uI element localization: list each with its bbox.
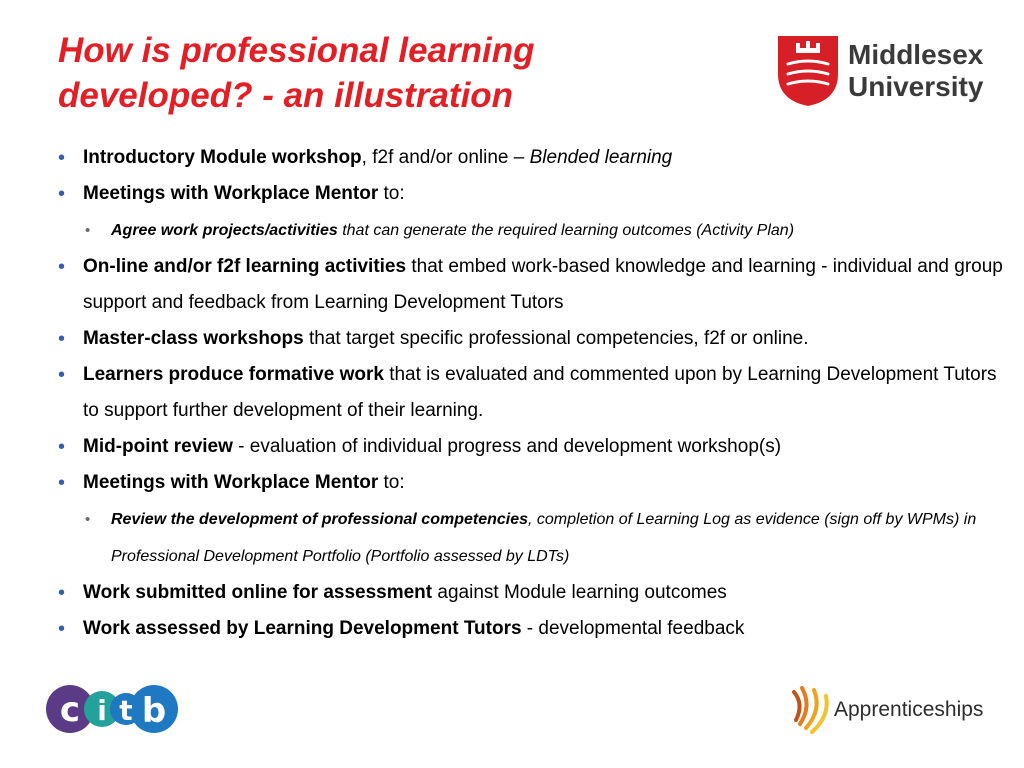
apprenticeships-swirl-icon: [794, 688, 827, 732]
svg-text:i: i: [97, 694, 107, 727]
bullet-bold-text: Review the development of professional competencies: [111, 511, 528, 528]
middlesex-logo-line-2: University: [848, 71, 984, 102]
bullet-text: - developmental feedback: [521, 618, 745, 639]
slide-title: [58, 28, 698, 118]
bullet-bold-text: Master-class workshops: [83, 328, 304, 349]
middlesex-university-logo: [776, 34, 990, 108]
bullet-item: [58, 249, 1004, 321]
bullet-item: [58, 357, 1004, 429]
bullet-bold-text: Learners produce formative work: [83, 364, 384, 385]
bullet-text: , f2f and/or online –: [361, 147, 530, 168]
bullet-text: against Module learning outcomes: [432, 582, 727, 603]
bullet-item: [58, 465, 1004, 501]
middlesex-logo-line-1: Middlesex: [848, 39, 984, 70]
bullet-bold-text: Introductory Module workshop: [83, 147, 362, 168]
citb-logo: [44, 680, 180, 738]
bullet-bold-text: Agree work projects/activities: [111, 222, 338, 239]
slide-title-line-2: developed? - an illustration: [58, 76, 514, 115]
bullet-icon: •: [58, 582, 66, 604]
sub-bullet-item: [58, 212, 1004, 249]
bullet-item: [58, 321, 1004, 357]
bullet-bold-text: Work submitted online for assessment: [83, 582, 433, 603]
bullet-icon: •: [58, 436, 66, 458]
bullet-icon: •: [58, 183, 66, 205]
bullet-icon: •: [85, 511, 91, 528]
svg-text:t: t: [119, 694, 133, 727]
bullet-icon: •: [85, 222, 91, 239]
bullet-icon: •: [58, 472, 66, 494]
bullet-item: [58, 611, 1004, 647]
svg-text:c: c: [59, 690, 81, 730]
bullet-bold-text: Meetings with Workplace Mentor: [83, 472, 379, 493]
bullet-text: that can generate the required learning outcomes (Activity Plan): [337, 222, 795, 239]
bullet-item: [58, 140, 1004, 176]
bullet-text: that target specific professional competencies, f2f or online.: [303, 328, 809, 349]
bullet-item: [58, 176, 1004, 212]
bullet-item: [58, 429, 1004, 465]
bullet-text: that embed work-based knowledge and learning - individual and group support and feedback from Learning Development Tutors: [83, 256, 1003, 313]
bullet-item: [58, 575, 1004, 611]
bullet-icon: •: [58, 328, 66, 350]
bullet-bold-text: Mid-point review: [83, 436, 233, 457]
bullet-icon: •: [58, 618, 66, 640]
bullet-text: to:: [378, 183, 405, 204]
bullet-text: that is evaluated and commented upon by Learning Development Tutors to support further development of their learning.: [83, 364, 997, 421]
bullet-icon: •: [58, 256, 66, 278]
bullet-text: , completion of Learning Log as evidence (sign off by WPMs) in Professional Development Portfolio (Portfolio assessed by LDTs): [111, 511, 977, 565]
slide-title-line-1: How is professional learning: [58, 31, 535, 70]
bullet-text: - evaluation of individual progress and development workshop(s): [232, 436, 782, 457]
apprenticeships-logo-text: Apprenticeships: [834, 698, 984, 721]
bullet-text: to:: [378, 472, 405, 493]
bullet-bold-text: Work assessed by Learning Development Tutors: [83, 618, 522, 639]
svg-text:b: b: [141, 691, 167, 731]
bullet-icon: •: [58, 147, 66, 169]
bullet-italic-text: Blended learning: [529, 147, 673, 168]
bullet-icon: •: [58, 364, 66, 386]
apprenticeships-logo: [790, 680, 990, 738]
bullet-list: [58, 140, 1004, 647]
bullet-bold-text: Meetings with Workplace Mentor: [83, 183, 379, 204]
bullet-bold-text: On-line and/or f2f learning activities: [83, 256, 407, 277]
sub-bullet-item: [58, 501, 1004, 575]
